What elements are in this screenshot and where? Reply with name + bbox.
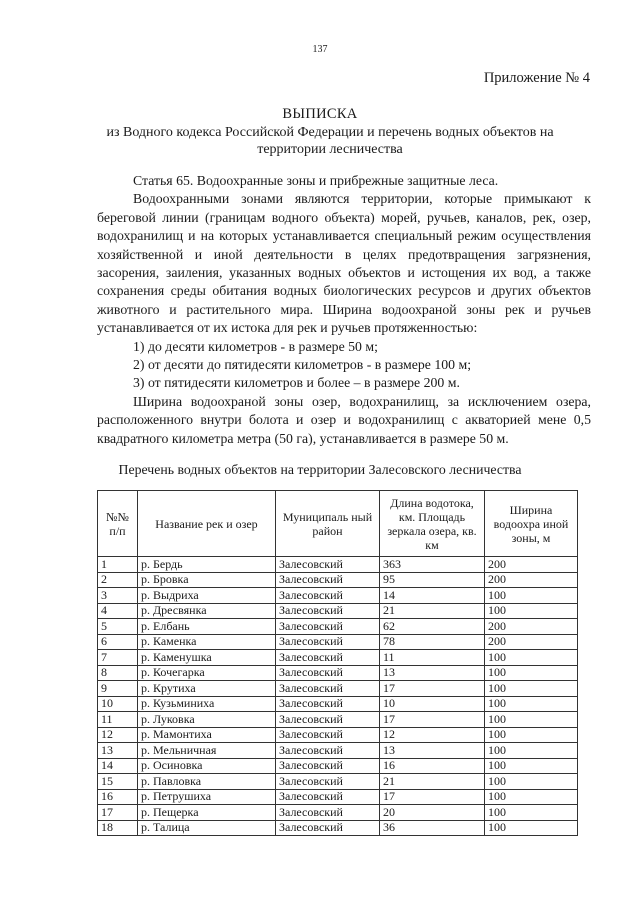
cell-district: Залесовский [276, 572, 380, 588]
cell-name: р. Кочегарка [138, 665, 276, 681]
cell-zone-width: 100 [485, 805, 578, 821]
table-row [98, 743, 578, 759]
cell-name: р. Мельничная [138, 743, 276, 759]
cell-district: Залесовский [276, 557, 380, 573]
cell-name: р. Мамонтиха [138, 727, 276, 743]
cell-zone-width: 100 [485, 588, 578, 604]
cell-district: Залесовский [276, 758, 380, 774]
article-paragraph-2: Ширина водоохраной зоны озер, водохранилищ, за исключением озера, расположенного внутри болота и озер и водохранилищ с акваторией мене 0,5 квадратного километра метра (50 га), устанавливается в размере 50 м. [97, 393, 591, 446]
cell-length: 36 [380, 820, 485, 836]
table-row [98, 665, 578, 681]
cell-district: Залесовский [276, 789, 380, 805]
page-number: 137 [312, 44, 328, 55]
cell-zone-width: 100 [485, 820, 578, 836]
table-row [98, 650, 578, 666]
cell-district: Залесовский [276, 805, 380, 821]
cell-length: 12 [380, 727, 485, 743]
article-body [97, 172, 591, 448]
cell-number: 9 [98, 681, 138, 697]
article-paragraph-1: Водоохранными зонами являются территории, которые примыкают к береговой линии (границам водного объекта) морей, ручьев, каналов, рек, озер, водохранилищ и на которых устанавливается специальный режим осуществления хозяйственной и иной деятельности в целях предотвращения загрязнения, засорения, заиления, указанных водных объектов и истощения их вод, а также сохранения среды обитания водных биологических ресурсов и других объектов животного и растительного мира. Ширина водоохраной зоны рек и ручьев устанавливается от их истока для рек и ручьев протяженностью: [97, 191, 591, 336]
table-body [98, 557, 578, 836]
appendix-label: Приложение № 4 [483, 70, 590, 86]
water-objects-table [97, 490, 578, 836]
cell-zone-width: 100 [485, 743, 578, 759]
cell-district: Залесовский [276, 634, 380, 650]
table-row [98, 712, 578, 728]
cell-zone-width: 100 [485, 774, 578, 790]
cell-district: Залесовский [276, 650, 380, 666]
cell-name: р. Дресвянка [138, 603, 276, 619]
cell-name: р. Каменушка [138, 650, 276, 666]
header-zone-width: Ширина водоохра иной зоны, м [485, 491, 578, 557]
document-title: ВЫПИСКА [282, 106, 358, 122]
cell-district: Залесовский [276, 820, 380, 836]
cell-length: 21 [380, 774, 485, 790]
cell-district: Залесовский [276, 588, 380, 604]
cell-length: 78 [380, 634, 485, 650]
cell-zone-width: 100 [485, 727, 578, 743]
cell-number: 8 [98, 665, 138, 681]
list-item: 3) от пятидесяти километров и более – в размере 200 м. [133, 375, 460, 391]
cell-district: Залесовский [276, 774, 380, 790]
cell-zone-width: 100 [485, 789, 578, 805]
table-row [98, 727, 578, 743]
table-header-row [98, 491, 578, 557]
cell-zone-width: 100 [485, 650, 578, 666]
table-row [98, 634, 578, 650]
cell-district: Залесовский [276, 696, 380, 712]
cell-zone-width: 100 [485, 758, 578, 774]
cell-number: 15 [98, 774, 138, 790]
header-name: Название рек и озер [138, 491, 276, 557]
cell-length: 62 [380, 619, 485, 635]
header-length: Длина водотока, км. Площадь зеркала озера, кв. км [380, 491, 485, 557]
header-district: Муниципаль ный район [276, 491, 380, 557]
table-row [98, 820, 578, 836]
cell-number: 18 [98, 820, 138, 836]
cell-number: 14 [98, 758, 138, 774]
cell-name: р. Павловка [138, 774, 276, 790]
table-row [98, 681, 578, 697]
cell-name: р. Осиновка [138, 758, 276, 774]
cell-zone-width: 100 [485, 603, 578, 619]
cell-district: Залесовский [276, 712, 380, 728]
cell-number: 4 [98, 603, 138, 619]
cell-name: р. Каменка [138, 634, 276, 650]
table-row [98, 588, 578, 604]
cell-district: Залесовский [276, 665, 380, 681]
cell-name: р. Талица [138, 820, 276, 836]
cell-zone-width: 100 [485, 712, 578, 728]
cell-length: 21 [380, 603, 485, 619]
cell-zone-width: 200 [485, 557, 578, 573]
cell-number: 12 [98, 727, 138, 743]
cell-name: р. Бровка [138, 572, 276, 588]
table-row [98, 603, 578, 619]
cell-number: 13 [98, 743, 138, 759]
cell-district: Залесовский [276, 603, 380, 619]
cell-number: 6 [98, 634, 138, 650]
cell-district: Залесовский [276, 681, 380, 697]
list-item: 2) от десяти до пятидесяти километров - в размере 100 м; [133, 357, 472, 373]
table-row [98, 557, 578, 573]
cell-zone-width: 100 [485, 681, 578, 697]
cell-name: р. Елбань [138, 619, 276, 635]
table-row [98, 789, 578, 805]
cell-length: 363 [380, 557, 485, 573]
cell-number: 11 [98, 712, 138, 728]
table-row [98, 758, 578, 774]
cell-length: 17 [380, 681, 485, 697]
header-number: №№ п/п [98, 491, 138, 557]
cell-length: 14 [380, 588, 485, 604]
cell-zone-width: 100 [485, 665, 578, 681]
table-row [98, 619, 578, 635]
cell-name: р. Кузьминиха [138, 696, 276, 712]
cell-number: 5 [98, 619, 138, 635]
cell-length: 17 [380, 789, 485, 805]
list-item: 1) до десяти километров - в размере 50 м; [133, 338, 378, 354]
article-heading: Статья 65. Водоохранные зоны и прибрежные защитные леса. [133, 173, 499, 188]
cell-length: 16 [380, 758, 485, 774]
cell-name: р. Выдриха [138, 588, 276, 604]
cell-district: Залесовский [276, 619, 380, 635]
cell-name: р. Бердь [138, 557, 276, 573]
cell-zone-width: 200 [485, 634, 578, 650]
cell-district: Залесовский [276, 743, 380, 759]
cell-name: р. Луковка [138, 712, 276, 728]
cell-name: р. Петрушиха [138, 789, 276, 805]
cell-length: 10 [380, 696, 485, 712]
cell-number: 16 [98, 789, 138, 805]
cell-length: 11 [380, 650, 485, 666]
cell-length: 95 [380, 572, 485, 588]
cell-number: 2 [98, 572, 138, 588]
cell-name: р. Крутиха [138, 681, 276, 697]
cell-length: 17 [380, 712, 485, 728]
cell-name: р. Пещерка [138, 805, 276, 821]
cell-number: 3 [98, 588, 138, 604]
table-row [98, 696, 578, 712]
table-caption: Перечень водных объектов на территории Залесовского лесничества [118, 462, 522, 477]
cell-number: 10 [98, 696, 138, 712]
cell-zone-width: 200 [485, 572, 578, 588]
cell-zone-width: 100 [485, 696, 578, 712]
cell-number: 1 [98, 557, 138, 573]
table-row [98, 572, 578, 588]
document-subtitle: из Водного кодекса Российской Федерации и перечень водных объектов на территории лесничества [106, 125, 554, 157]
cell-district: Залесовский [276, 727, 380, 743]
cell-length: 13 [380, 743, 485, 759]
cell-number: 7 [98, 650, 138, 666]
cell-length: 13 [380, 665, 485, 681]
cell-length: 20 [380, 805, 485, 821]
cell-zone-width: 200 [485, 619, 578, 635]
table-row [98, 805, 578, 821]
cell-number: 17 [98, 805, 138, 821]
table-row [98, 774, 578, 790]
